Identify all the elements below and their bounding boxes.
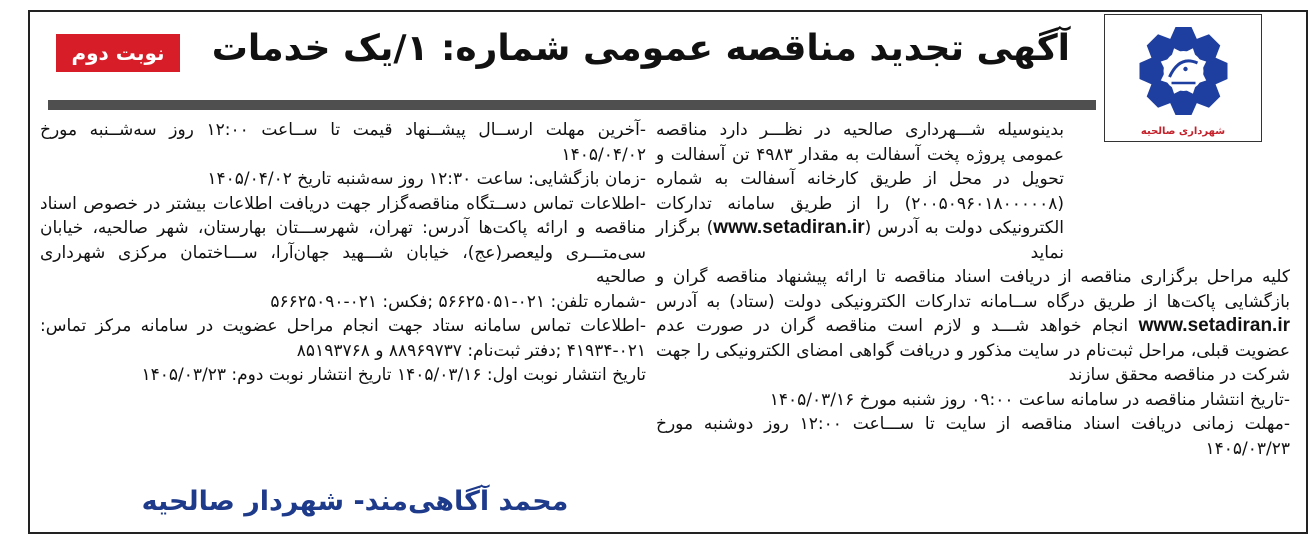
left-column: [40, 118, 646, 388]
header-divider: [48, 100, 1096, 110]
publish-date-item: -تاریخ انتشار مناقصه در سامانه ساعت ۰۹:۰۰ روز شنبه مورخ ۱۴۰۵/۰۳/۱۶: [769, 389, 1290, 410]
opening-time-item: -زمان بازگشایی: ساعت ۱۲:۳۰ روز سه‌شنبه تاریخ ۱۴۰۵/۰۴/۰۲: [207, 169, 646, 189]
setad-url-link[interactable]: www.setadiran.ir: [713, 217, 865, 238]
process-text-a: کلیه مراحل برگزاری مناقصه از دریافت اسناد مناقصه تا ارائه پیشنهاد مناقصه گران و بازگشایی پاکت‌ها از طریق درگاه ســامانه تدارکات الکترونیکی دولت (ستاد) به آدرس: [656, 267, 1290, 312]
round-badge: نوبت دوم: [56, 34, 180, 72]
process-paragraph: [656, 265, 1290, 388]
publication-dates-item: تاریخ انتشار نوبت اول: ۱۴۰۵/۰۳/۱۶ تاریخ انتشار نوبت دوم: ۱۴۰۵/۰۳/۲۳: [141, 365, 646, 385]
announcement-title: آگهی تجدید مناقصه عمومی شماره: ۱/یک خدمات: [211, 28, 1070, 69]
intro-text-b: ) برگزار نماید: [656, 218, 1064, 263]
setad-contact-item: -اطلاعات تماس سامانه ستاد جهت انجام مراحل عضویت در سامانه مرکز تماس: ۰۲۱-۴۱۹۳۴ ;دفتر ثبت‌نام: ۸۸۹۶۹۷۳۷ و ۸۵۱۹۳۷۶۸: [40, 316, 646, 361]
intro-text-a: بدینوسیله شـــهرداری صالحیه در نظـــر دارد مناقصه عمومی پروژه پخت آسفالت به مقدار ۴۹۸۳ تن آسفالت و تحویل در محل از طریق کارخانه آسفالت به شماره (۲۰۰۵۰۹۶۰۱۸۰۰۰۰۰۸) را از طریق سامانه تدارکات الکترونیکی دولت به آدرس (: [656, 120, 1064, 238]
setad-url-link-2[interactable]: www.setadiran.ir: [1138, 315, 1290, 336]
intro-paragraph: [656, 118, 1290, 265]
contact-address-item: -اطلاعات تماس دســتگاه مناقصه‌گزار جهت دریافت اطلاعات بیشتر در خصوص اسناد مناقصه و ارائه پاکت‌ها آدرس: تهران، شهرســـتان بهارستان، شهر صالحیه، خیابان سی‌متـــری ولیعصر(عج)، خیابان شـــهید جهان‌آرا، ســـاختمان مرکزی شهرداری صالحیه: [40, 193, 646, 287]
document-deadline-item: -مهلت زمانی دریافت اسناد مناقصه از سایت تا ســـاعت ۱۲:۰۰ روز دوشنبه مورخ ۱۴۰۵/۰۳/۲۳: [656, 414, 1291, 459]
mayor-signature: محمد آگاهی‌مند- شهردار صالحیه: [141, 486, 569, 517]
phone-fax-item: -شماره تلفن: ۰۲۱-۵۶۶۲۵۰۵۱ ;فکس: ۰۲۱-۵۶۶۲۵۰۹۰: [270, 291, 646, 312]
right-column: [656, 118, 1290, 461]
bid-deadline-item: -آخرین مهلت ارســال پیشــنهاد قیمت تا ســاعت ۱۲:۰۰ روز سه‌شــنبه مورخ ۱۴۰۵/۰۴/۰۲: [40, 120, 646, 165]
municipality-emblem-icon: [1106, 19, 1261, 123]
logo-caption: شهرداری صالحیه: [1140, 126, 1226, 137]
process-text-b: انجام خواهد شـــد و لازم است مناقصه گران در صورت عدم عضویت قبلی، مراحل ثبت‌نام در سایت مذکور و دریافت گواهی امضای الکترونیکی را جهت شرکت در مناقصه محقق سازند: [656, 316, 1290, 385]
